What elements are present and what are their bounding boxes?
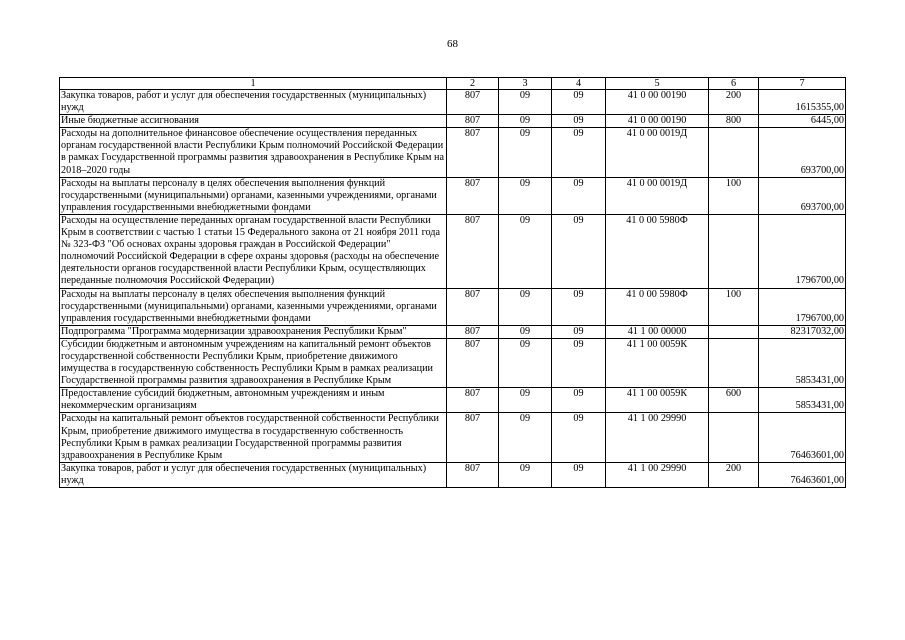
table-row	[60, 338, 846, 387]
table-row	[60, 325, 846, 338]
cell-section: 09	[499, 288, 552, 325]
cell-expense-type: 100	[709, 288, 759, 325]
cell-amount: 76463601,00	[759, 413, 846, 462]
cell-subsection: 09	[552, 325, 606, 338]
cell-expense-type	[709, 413, 759, 462]
cell-subsection: 09	[552, 462, 606, 487]
cell-section: 09	[499, 462, 552, 487]
cell-name: Расходы на выплаты персоналу в целях обеспечения выполнения функций государственными (муниципальными) органами, казенными учреждениями, органами управления государственными внебюджетными фондами	[60, 177, 447, 214]
cell-subsection: 09	[552, 90, 606, 115]
cell-target-article: 41 0 00 00190	[606, 90, 709, 115]
table-row	[60, 388, 846, 413]
cell-amount: 82317032,00	[759, 325, 846, 338]
page-number: 68	[447, 38, 458, 50]
cell-ministry-code: 807	[447, 338, 499, 387]
cell-name: Предоставление субсидий бюджетным, автономным учреждениям и иным некоммерческим организациям	[60, 388, 447, 413]
cell-name: Иные бюджетные ассигнования	[60, 115, 447, 128]
column-header: 5	[606, 78, 709, 90]
cell-section: 09	[499, 214, 552, 288]
cell-expense-type: 800	[709, 115, 759, 128]
cell-subsection: 09	[552, 115, 606, 128]
cell-expense-type	[709, 214, 759, 288]
column-header: 7	[759, 78, 846, 90]
table-row	[60, 462, 846, 487]
table-row	[60, 115, 846, 128]
cell-target-article: 41 0 00 5980Ф	[606, 288, 709, 325]
cell-amount: 76463601,00	[759, 462, 846, 487]
cell-expense-type: 100	[709, 177, 759, 214]
cell-target-article: 41 1 00 0059К	[606, 388, 709, 413]
cell-section: 09	[499, 413, 552, 462]
cell-subsection: 09	[552, 214, 606, 288]
table-row	[60, 288, 846, 325]
cell-target-article: 41 0 00 5980Ф	[606, 214, 709, 288]
cell-name: Подпрограмма "Программа модернизации здравоохранения Республики Крым"	[60, 325, 447, 338]
cell-amount: 693700,00	[759, 128, 846, 177]
cell-name: Расходы на капитальный ремонт объектов государственной собственности Республики Крым, приобретение движимого имущества в государственную собственность Республики Крым в рамках реализации Государственной программы развития здравоохранения в Республике Крым	[60, 413, 447, 462]
cell-ministry-code: 807	[447, 115, 499, 128]
cell-amount: 693700,00	[759, 177, 846, 214]
table-row	[60, 413, 846, 462]
cell-amount: 1615355,00	[759, 90, 846, 115]
table-row	[60, 90, 846, 115]
cell-amount: 5853431,00	[759, 388, 846, 413]
column-header: 4	[552, 78, 606, 90]
cell-ministry-code: 807	[447, 177, 499, 214]
cell-amount: 5853431,00	[759, 338, 846, 387]
cell-amount: 6445,00	[759, 115, 846, 128]
cell-subsection: 09	[552, 413, 606, 462]
cell-expense-type: 600	[709, 388, 759, 413]
cell-target-article: 41 1 00 29990	[606, 413, 709, 462]
cell-name: Субсидии бюджетным и автономным учреждениям на капитальный ремонт объектов государственной собственности Республики Крым, приобретение движимого имущества в государственную собственность Республики Крым в рамках реализации Государственной программы развития здравоохранения в Республике Крым	[60, 338, 447, 387]
cell-ministry-code: 807	[447, 288, 499, 325]
cell-section: 09	[499, 388, 552, 413]
cell-name: Закупка товаров, работ и услуг для обеспечения государственных (муниципальных) нужд	[60, 90, 447, 115]
cell-target-article: 41 0 00 0019Д	[606, 177, 709, 214]
budget-table	[59, 77, 846, 488]
cell-subsection: 09	[552, 177, 606, 214]
cell-name: Расходы на осуществление переданных органам государственной власти Республики Крым в соответствии с частью 1 статьи 15 Федерального закона от 21 ноября 2011 года № 323-ФЗ "Об основах охраны здоровья граждан в Российской Федерации" полномочий Российской Федерации в сфере охраны здоровья (расходы на обеспечение деятельности органов государственной власти Республики Крым, осуществляющих переданные полномочия Российской Федерации)	[60, 214, 447, 288]
cell-subsection: 09	[552, 128, 606, 177]
cell-ministry-code: 807	[447, 462, 499, 487]
cell-ministry-code: 807	[447, 413, 499, 462]
cell-target-article: 41 1 00 00000	[606, 325, 709, 338]
column-header: 6	[709, 78, 759, 90]
cell-target-article: 41 1 00 0059К	[606, 338, 709, 387]
column-header: 2	[447, 78, 499, 90]
cell-ministry-code: 807	[447, 388, 499, 413]
table-row	[60, 177, 846, 214]
cell-ministry-code: 807	[447, 325, 499, 338]
cell-subsection: 09	[552, 388, 606, 413]
header-row	[60, 78, 846, 90]
cell-amount: 1796700,00	[759, 288, 846, 325]
cell-expense-type	[709, 338, 759, 387]
cell-ministry-code: 807	[447, 214, 499, 288]
cell-target-article: 41 1 00 29990	[606, 462, 709, 487]
cell-expense-type: 200	[709, 462, 759, 487]
cell-name: Расходы на выплаты персоналу в целях обеспечения выполнения функций государственными (муниципальными) органами, казенными учреждениями, органами управления государственными внебюджетными фондами	[60, 288, 447, 325]
cell-ministry-code: 807	[447, 128, 499, 177]
cell-expense-type	[709, 128, 759, 177]
cell-name: Закупка товаров, работ и услуг для обеспечения государственных (муниципальных) нужд	[60, 462, 447, 487]
cell-section: 09	[499, 338, 552, 387]
cell-section: 09	[499, 115, 552, 128]
cell-ministry-code: 807	[447, 90, 499, 115]
cell-section: 09	[499, 177, 552, 214]
cell-section: 09	[499, 90, 552, 115]
cell-subsection: 09	[552, 338, 606, 387]
cell-target-article: 41 0 00 0019Д	[606, 128, 709, 177]
cell-amount: 1796700,00	[759, 214, 846, 288]
table-row	[60, 214, 846, 288]
cell-target-article: 41 0 00 00190	[606, 115, 709, 128]
cell-expense-type: 200	[709, 90, 759, 115]
cell-subsection: 09	[552, 288, 606, 325]
cell-expense-type	[709, 325, 759, 338]
column-header: 1	[60, 78, 447, 90]
cell-section: 09	[499, 128, 552, 177]
cell-name: Расходы на дополнительное финансовое обеспечение осуществления переданных органам государственной власти Республики Крым полномочий Российской Федерации в рамках Государственной программы развития здравоохранения в Республике Крым на 2018–2020 годы	[60, 128, 447, 177]
column-header: 3	[499, 78, 552, 90]
table-row	[60, 128, 846, 177]
cell-section: 09	[499, 325, 552, 338]
